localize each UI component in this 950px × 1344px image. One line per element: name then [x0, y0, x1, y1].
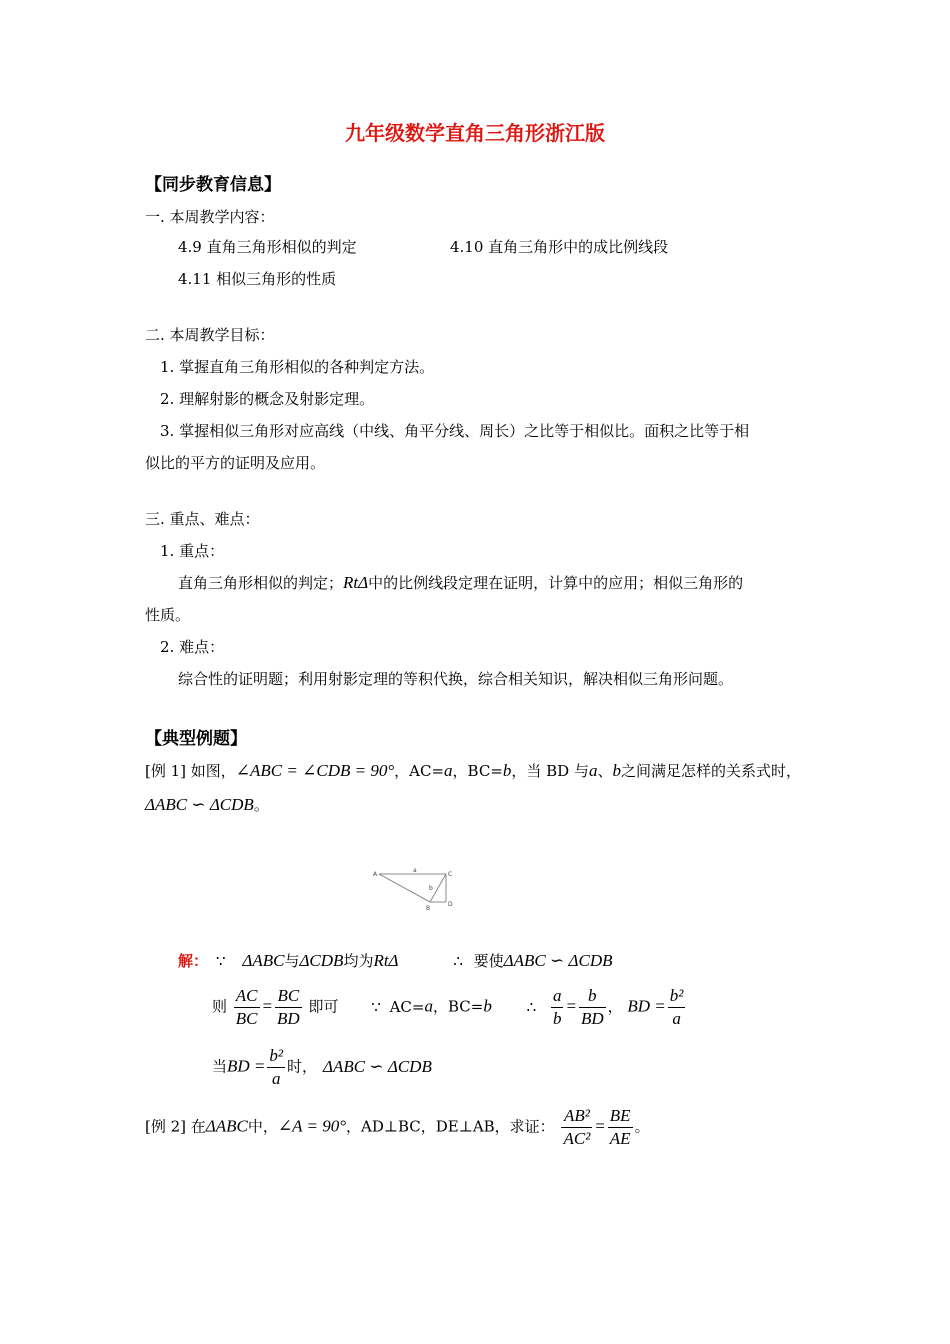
part2-item: 2. 理解射影的概念及射影定理。 [160, 390, 375, 408]
part1-item: 4.11 相似三角形的性质 [178, 270, 337, 288]
figure-label-c: C [448, 871, 453, 878]
solution1-line3: 当BD = $\frac{\text{b²}}{a}$ 时， ΔABC ∽ ΔCDB [212, 1046, 432, 1088]
example1-statement: [例 1] 如图，∠ABC = ∠CDB = 90°，AC=a，BC=b，当 BD 与a、b之间满足怎样的关系式时， [145, 761, 802, 780]
figure-label-d: D [448, 901, 453, 908]
figure-side-b: b [429, 885, 433, 892]
key-label: 1. 重点： [160, 542, 225, 560]
section-heading-examples: 【典型例题】 [145, 729, 247, 749]
diff-text: 综合性的证明题；利用射影定理的等积代换，综合相关知识，解决相似三角形问题。 [178, 670, 734, 688]
diff-label: 2. 难点： [160, 638, 225, 656]
example1-target: ΔABC ∽ ΔCDB。 [145, 795, 269, 814]
part2-item: 1. 掌握直角三角形相似的各种判定方法。 [160, 358, 435, 376]
part2-item: 3. 掌握相似三角形对应高线（中线、角平分线、周长）之比等于相似比。面积之比等于相 [160, 422, 750, 440]
solution1-line2: 则 $\frac{AC}{BC}$ = $\frac{BC}{BD}$ 即可 ∵ AC=a，BC=b ∴ $\frac{a}{b}$ = $\frac{b}{BD}$ ， BD = $\frac{\text{b²}}{a}$ [212, 986, 684, 1028]
example2-statement: [例 2] 在ΔABC中，∠A = 90°，AD⊥BC，DE⊥AB，求证： $\frac{\text{AB²}}{\text{AC²}}$ = $\frac{BE}{AE}$ 。 [145, 1106, 650, 1148]
figure-label-b: B [426, 905, 431, 912]
part2-item: 似比的平方的证明及应用。 [145, 454, 326, 472]
part3-heading: 三. 重点、难点： [145, 510, 260, 528]
triangle-figure [372, 864, 462, 914]
part2-heading: 二. 本周教学目标： [145, 326, 275, 344]
figure-label-a: A [373, 871, 378, 878]
part1-item: 4.10 直角三角形中的成比例线段 [450, 238, 669, 256]
figure-side-a: a [413, 867, 417, 874]
section-heading-info: 【同步教育信息】 [145, 175, 281, 195]
key-text-cont: 性质。 [145, 606, 191, 624]
key-text: 直角三角形相似的判定；RtΔ中的比例线段定理在证明，计算中的应用；相似三角形的 [178, 573, 744, 592]
part1-item: 4.9 直角三角形相似的判定 [178, 238, 357, 256]
part1-heading: 一. 本周教学内容： [145, 208, 275, 226]
solution1-line1: 解： ∵ ΔABC与ΔCDB均为RtΔ ∴ 要使ΔABC ∽ ΔCDB [178, 951, 613, 970]
page-title: 九年级数学直角三角形浙江版 [345, 121, 605, 145]
